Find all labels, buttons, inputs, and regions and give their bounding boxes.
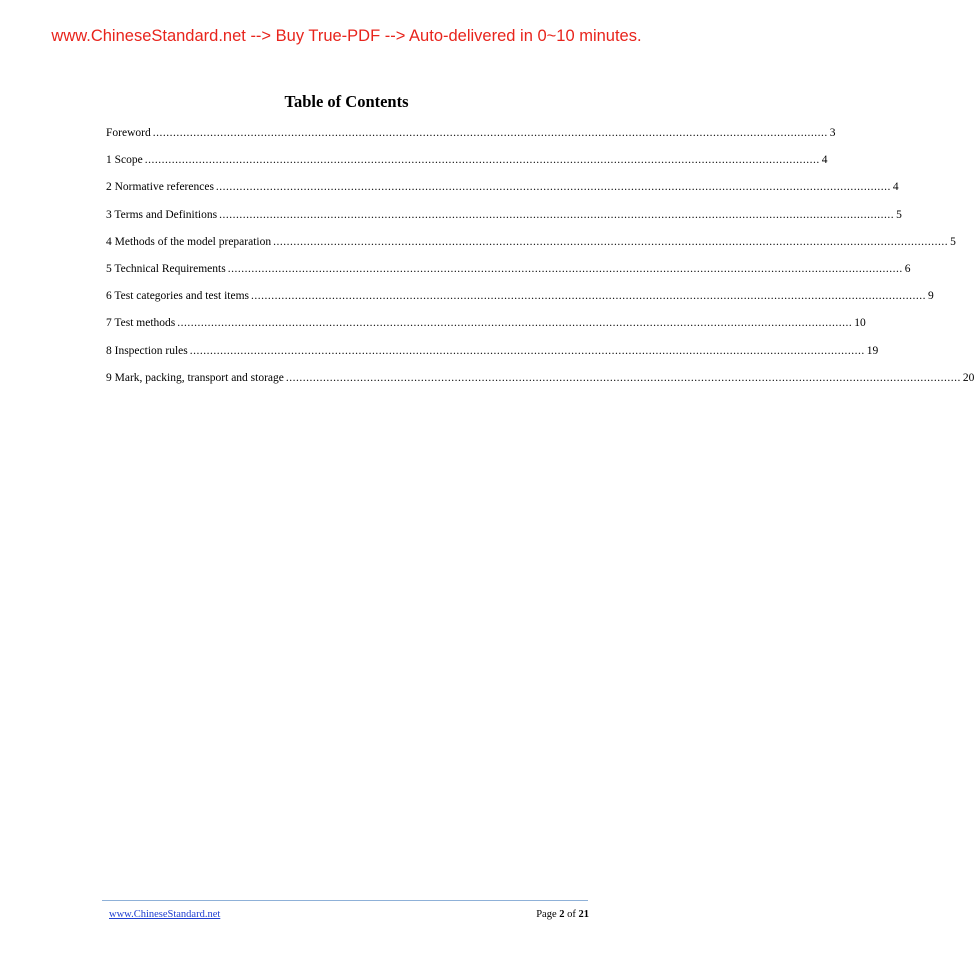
toc-dot-leader: ........................................................................................................................................................................................................ xyxy=(189,344,865,357)
toc-entry-model-preparation[interactable] xyxy=(106,233,956,260)
toc-dot-leader: ........................................................................................................................................................................................................ xyxy=(144,154,820,167)
toc-dot-leader: ........................................................................................................................................................................................................ xyxy=(219,208,895,221)
toc-entry-page: 19 xyxy=(866,344,879,357)
toc-entry-mark-packing[interactable] xyxy=(106,369,974,396)
toc-entry-page: 20 xyxy=(962,371,974,384)
toc-entry-label: 3 Terms and Definitions xyxy=(106,208,218,221)
page-prefix: Page xyxy=(536,909,557,920)
toc-entry-foreword[interactable] xyxy=(106,124,836,151)
toc-entry-technical-requirements[interactable] xyxy=(106,260,911,287)
toc-entry-label: 7 Test methods xyxy=(106,317,176,330)
page-total: 21 xyxy=(578,909,589,920)
footer-website-link[interactable]: www.ChineseStandard.net xyxy=(109,909,221,920)
toc-entry-label: 2 Normative references xyxy=(106,181,214,194)
toc-entry-label: 4 Methods of the model preparation xyxy=(106,235,272,248)
toc-dot-leader: ........................................................................................................................................................................................................ xyxy=(227,262,903,275)
toc-entry-label: Foreword xyxy=(106,127,151,139)
promo-banner[interactable]: www.ChineseStandard.net --> Buy True-PDF --> Auto-delivered in 0~10 minutes. xyxy=(51,27,642,45)
toc-entry-label: 5 Technical Requirements xyxy=(106,262,226,275)
toc-dot-leader: ........................................................................................................................................................................................................ xyxy=(177,317,853,330)
toc-entry-test-methods[interactable] xyxy=(106,314,866,341)
toc-entry-page: 4 xyxy=(821,154,828,167)
toc-dot-leader: ........................................................................................................................................................................................................ xyxy=(215,181,891,194)
toc-entry-label: 9 Mark, packing, transport and storage xyxy=(106,371,284,384)
footer-divider xyxy=(102,900,588,901)
toc-list xyxy=(106,124,974,396)
toc-dot-leader: ........................................................................................................................................................................................................ xyxy=(251,290,927,303)
page-current: 2 xyxy=(559,909,565,920)
toc-entry-scope[interactable] xyxy=(106,151,828,178)
toc-entry-normative-references[interactable] xyxy=(106,178,899,205)
toc-entry-inspection-rules[interactable] xyxy=(106,342,879,369)
toc-entry-terms-and-definitions[interactable] xyxy=(106,206,902,233)
toc-entry-label: 8 Inspection rules xyxy=(106,344,188,357)
toc-entry-test-categories[interactable] xyxy=(106,287,934,314)
toc-title: Table of Contents xyxy=(284,92,409,111)
toc-entry-label: 1 Scope xyxy=(106,154,143,167)
toc-dot-leader: ........................................................................................................................................................................................................ xyxy=(285,371,961,384)
toc-entry-page: 9 xyxy=(928,290,934,303)
footer-page-number xyxy=(536,909,589,920)
page-of: of xyxy=(567,909,576,920)
toc-dot-leader: ........................................................................................................................................................................................................ xyxy=(152,127,828,139)
toc-entry-page: 5 xyxy=(950,235,956,248)
toc-entry-page: 4 xyxy=(892,181,899,194)
toc-entry-page: 6 xyxy=(904,262,911,275)
toc-dot-leader: ........................................................................................................................................................................................................ xyxy=(273,235,949,248)
toc-entry-page: 10 xyxy=(854,317,866,330)
toc-entry-label: 6 Test categories and test items xyxy=(106,290,250,303)
toc-entry-page: 5 xyxy=(896,208,902,221)
toc-entry-page: 3 xyxy=(829,127,836,139)
